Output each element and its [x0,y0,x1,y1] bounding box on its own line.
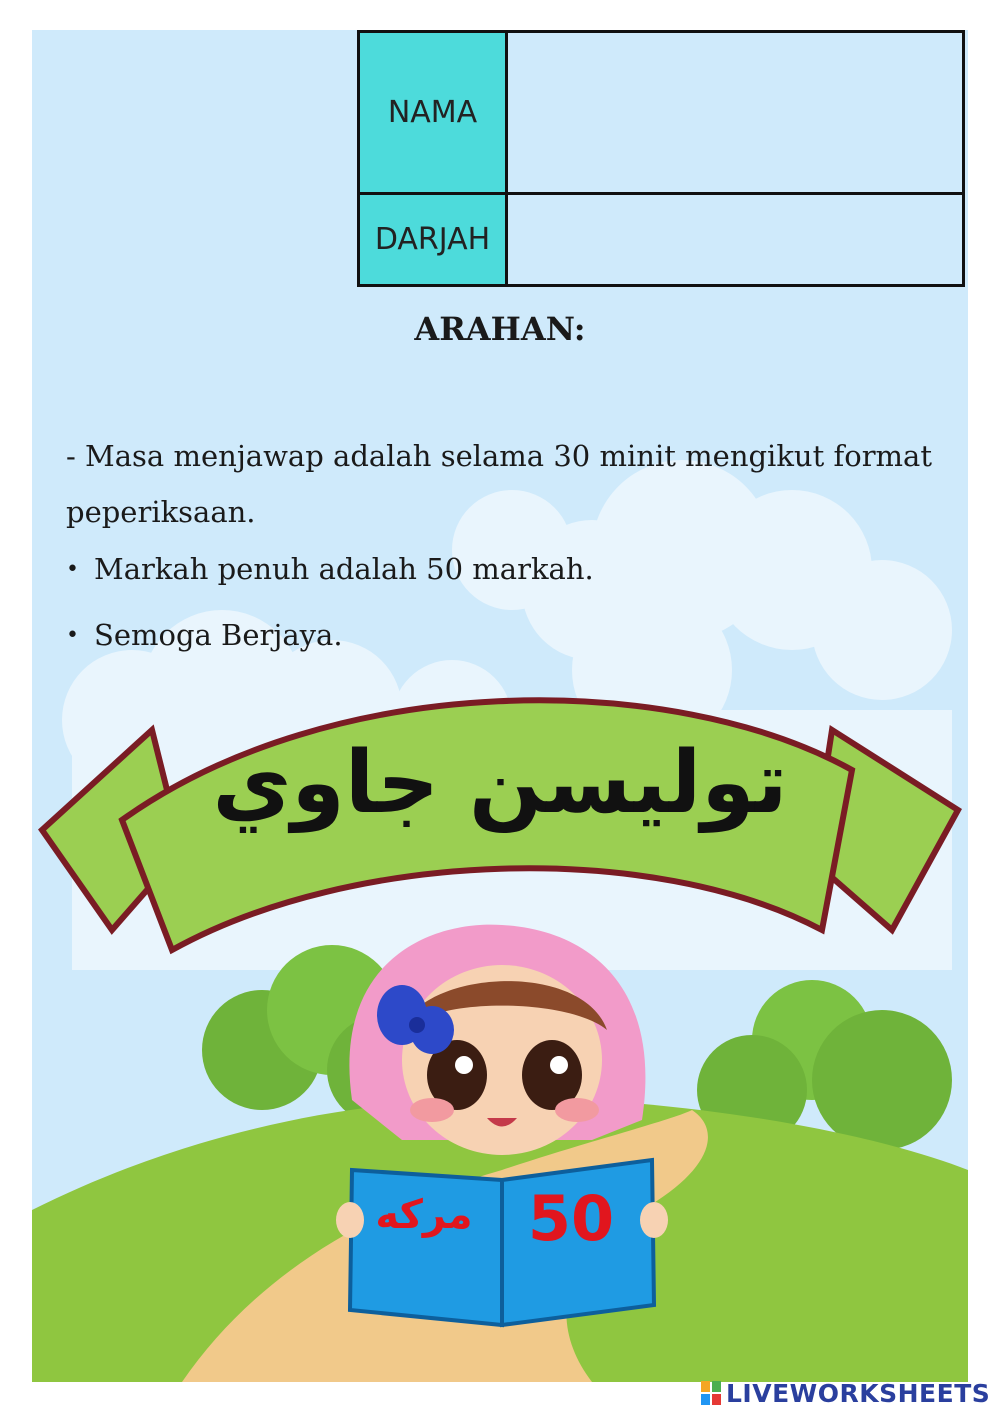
watermark [700,1378,990,1408]
book-word: مركه [375,1192,473,1238]
instructions-title: ARAHAN: [414,310,586,348]
bullet-text: Semoga Berjaya. [94,618,343,652]
class-field[interactable] [508,195,962,284]
book-number: 50 [527,1182,615,1255]
student-info-table [357,30,965,287]
bullet-icon: • [66,556,79,582]
banner-title: توليسن جاوي [212,733,788,833]
bullet-item [66,552,594,586]
class-label: DARJAH [360,195,508,284]
liveworksheets-logo-icon [700,1380,722,1406]
bullet-text: Markah penuh adalah 50 markah. [94,552,594,586]
name-label: NAMA [360,33,508,195]
instruction-line: - Masa menjawap adalah selama 30 minit mengikut format peperiksaan. [66,439,932,529]
watermark-text: LIVEWORKSHEETS [726,1378,991,1408]
bullet-icon: • [66,622,79,648]
bullet-item [66,618,343,652]
name-field[interactable] [508,33,962,195]
